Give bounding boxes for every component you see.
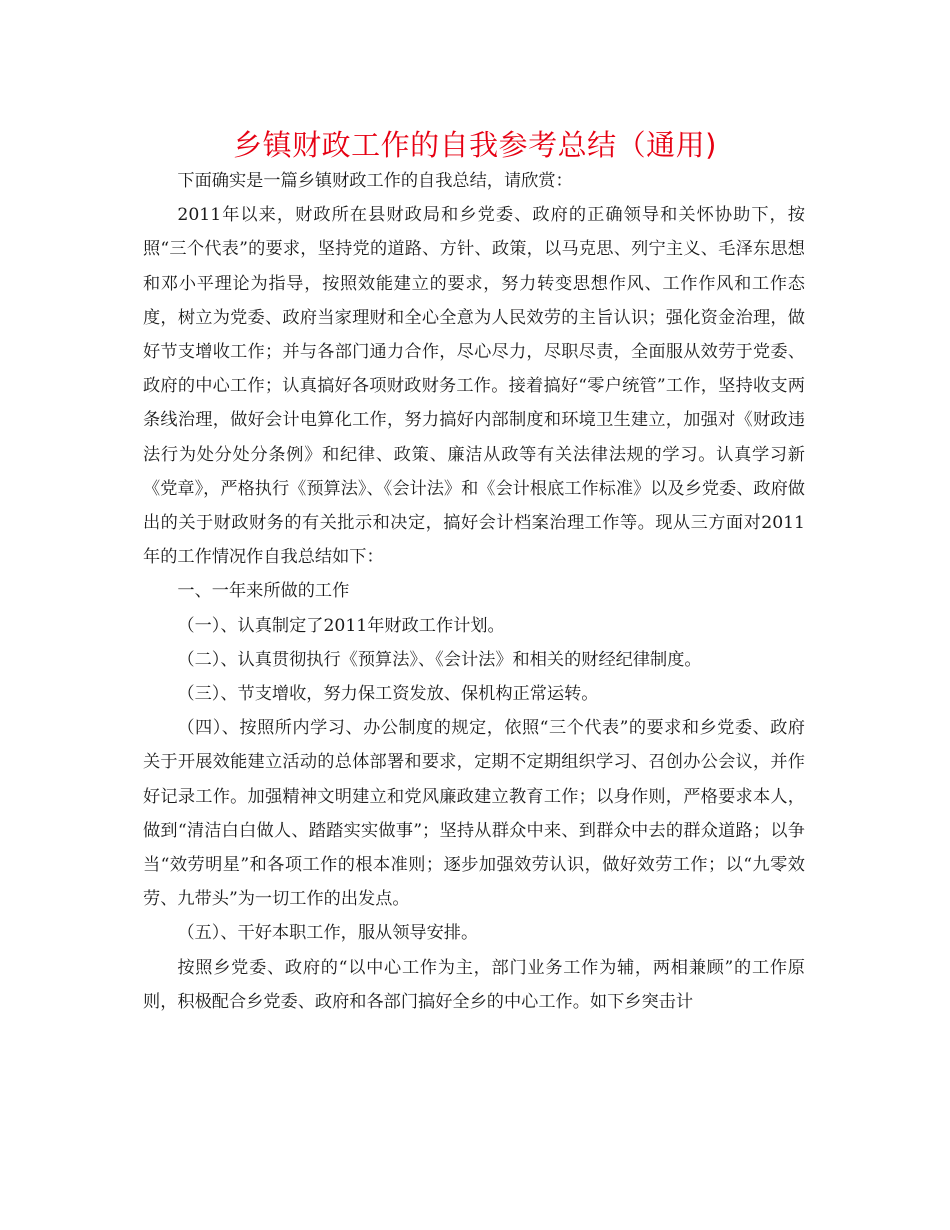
summary-paragraph: 2011年以来，财政所在县财政局和乡党委、政府的正确领导和关怀协助下，按照“三个代表”的要求，坚持党的道路、方针、政策，以马克思、列宁主义、毛泽东思想和邓小平理论为指导，按照效能建立的要求，努力转变思想作风、工作作风和工作态度，树立为党委、政府当家理财和全心全意为人民效劳的主旨认识；强化资金治理，做好节支增收工作；并与各部门通力合作，尽心尽力，尽职尽责，全面服从效劳于党委、政府的中心工作；认真搞好各项财政财务工作。接着搞好“零户统管”工作，坚持收支两条线治理，做好会计电算化工作，努力搞好内部制度和环境卫生建立，加强对《财政违法行为处分处分条例》和纪律、政策、廉洁从政等有关法律法规的学习。认真学习新《党章》，严格执行《预算法》、《会计法》和《会计根底工作标准》以及乡党委、政府做出的关于财政财务的有关批示和决定，搞好会计档案治理工作等。现从三方面对2011年的工作情况作自我总结如下： xyxy=(143,205,805,568)
list-item: （一）、认真制定了2011年财政工作计划。 xyxy=(177,615,505,636)
list-item: （四）、按照所内学习、办公制度的规定，依照“三个代表”的要求和乡党委、政府关于开展效能建立活动的总体部署和要求，定期不定期组织学习、召创办公会议，并作好记录工作。加强精神文明建立和党风廉政建立教育工作；以身作则，严格要求本人，做到“清洁白白做人、踏踏实实做事”；坚持从群众中来、到群众中去的群众道路；以争当“效劳明星”和各项工作的根本准则；逐步加强效劳认识，做好效劳工作；以“九零效劳、九带头”为一切工作的出发点。 xyxy=(143,718,805,910)
section-heading: 一、一年来所做的工作 xyxy=(177,581,350,602)
document-title: 乡镇财政工作的自我参考总结（通用) xyxy=(233,128,717,162)
list-item: （三）、节支增收，努力保工资发放、保机构正常运转。 xyxy=(177,684,599,705)
intro-paragraph: 下面确实是一篇乡镇财政工作的自我总结，请欣赏： xyxy=(177,171,573,191)
list-item: （二）、认真贯彻执行《预算法》、《会计法》和相关的财经纪律制度。 xyxy=(177,649,702,670)
list-item: （五）、干好本职工作，服从领导安排。 xyxy=(177,923,479,944)
body-paragraph: 按照乡党委、政府的“以中心工作为主，部门业务工作为辅，两相兼顾”的工作原则，积极配合乡党委、政府和各部门搞好全乡的中心工作。如下乡突击计 xyxy=(143,957,805,1012)
document-body xyxy=(143,164,805,1019)
